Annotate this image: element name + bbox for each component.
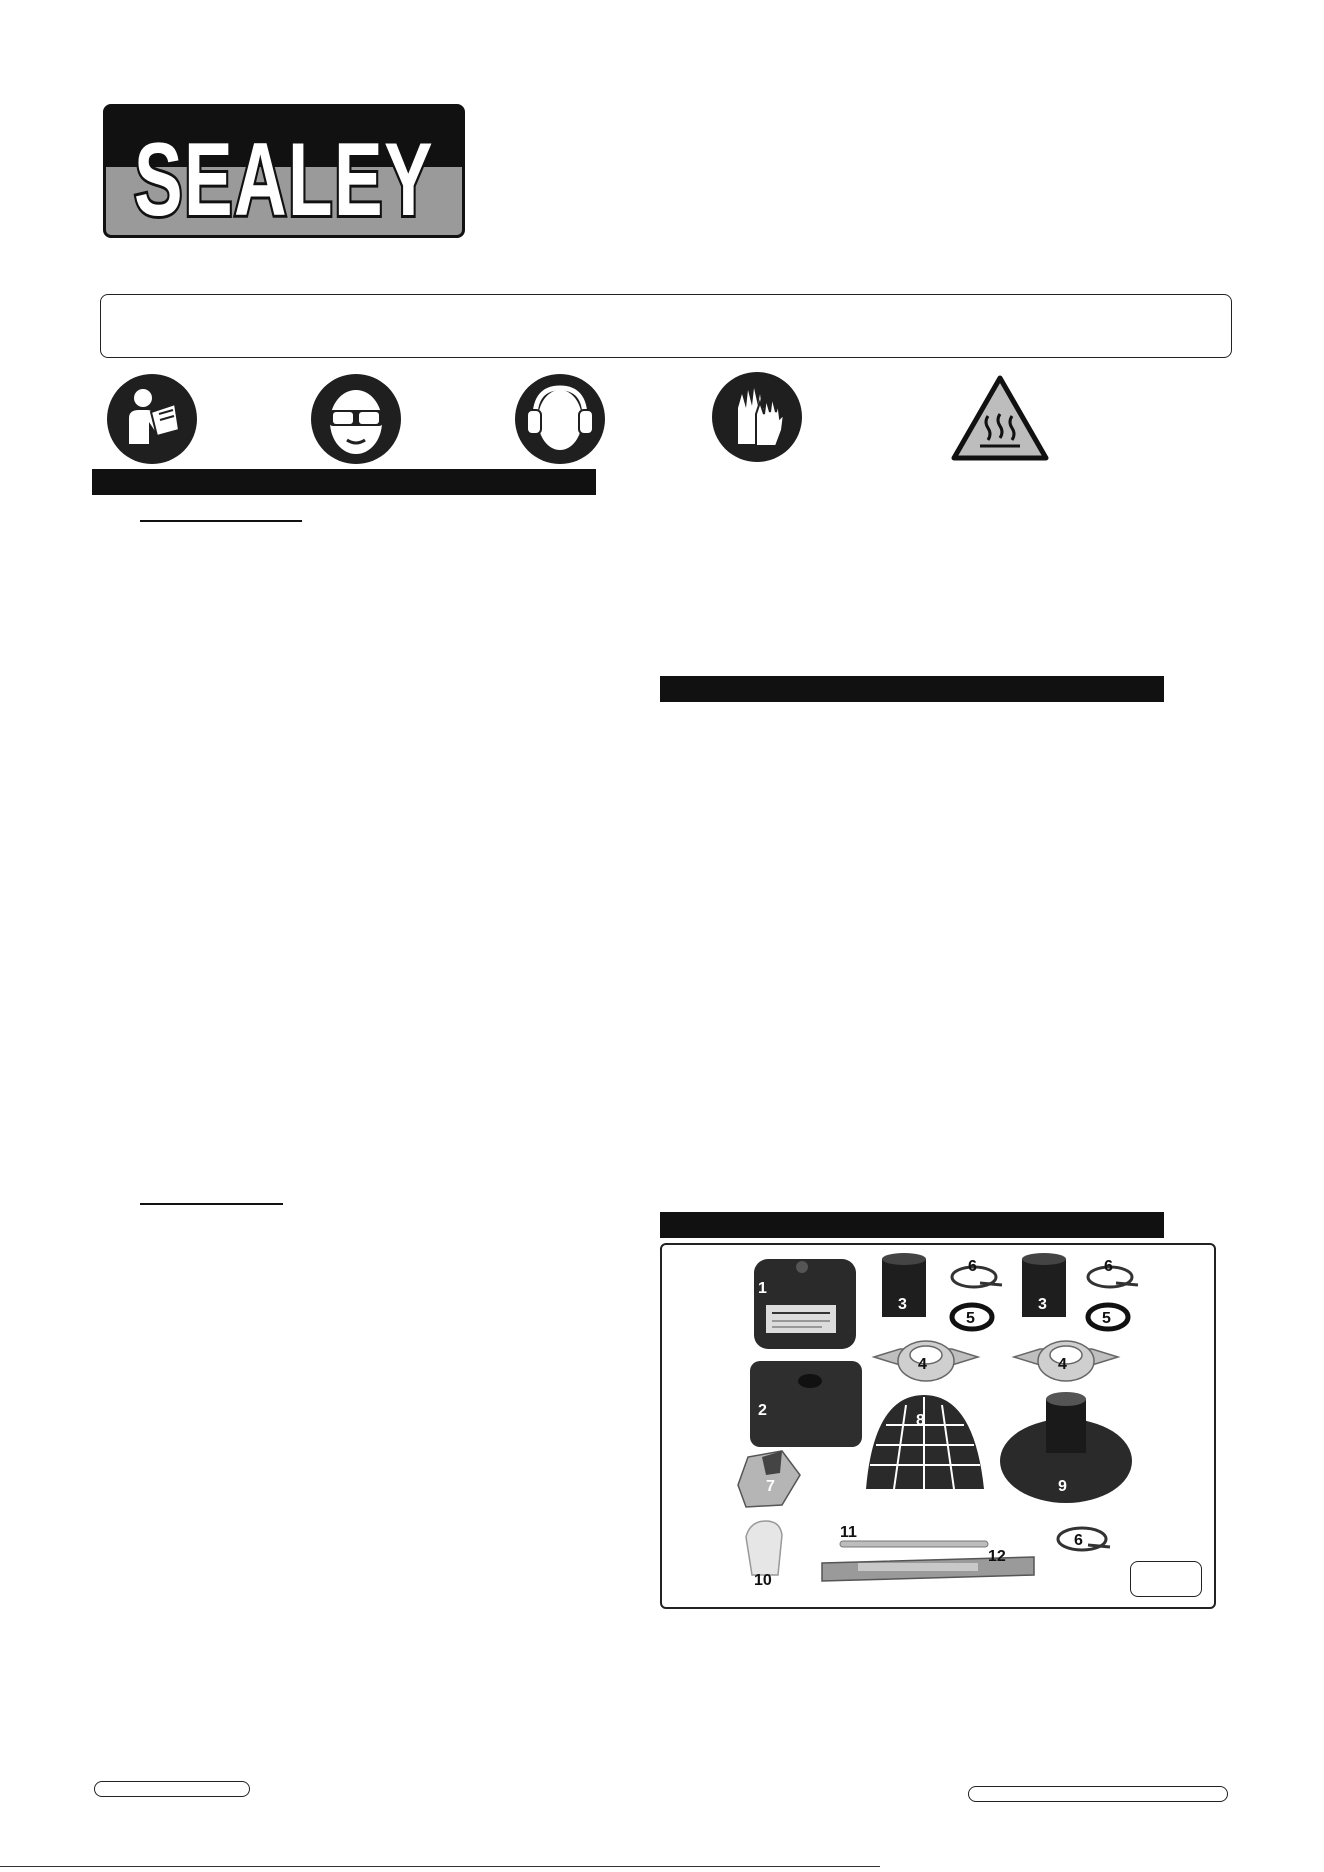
figure-label-6c: 6 — [1074, 1532, 1083, 1549]
figure-label-8: 8 — [916, 1412, 925, 1429]
components-illustration — [662, 1245, 1218, 1611]
figure-reference-box — [1130, 1561, 1202, 1597]
figure-label-3a: 3 — [898, 1296, 907, 1313]
gloves-icon — [712, 372, 802, 462]
figure-label-5a: 5 — [966, 1310, 975, 1327]
figure-label-1: 1 — [758, 1280, 767, 1297]
figure-label-6a: 6 — [968, 1258, 977, 1275]
components-figure — [660, 1243, 1216, 1609]
sealey-logo — [103, 104, 465, 238]
svg-text:SEALEY: SEALEY — [134, 122, 434, 238]
footer-right-box — [968, 1786, 1228, 1802]
figure-label-2: 2 — [758, 1402, 767, 1419]
part-6-clip-lower — [1058, 1528, 1110, 1550]
figure-label-6b: 6 — [1104, 1258, 1113, 1275]
section-header-bar-3 — [660, 1212, 1164, 1238]
footer-left-box — [94, 1781, 250, 1797]
sealey-logo-lettering — [106, 107, 462, 238]
subheading-underline-1 — [140, 520, 302, 522]
eye-protection-icon — [311, 374, 401, 464]
read-manual-icon — [107, 374, 197, 464]
hot-surface-warning-icon — [950, 374, 1050, 464]
footer-rule — [0, 1866, 880, 1867]
ear-protection-icon — [515, 374, 605, 464]
figure-label-7: 7 — [766, 1478, 775, 1495]
figure-label-5b: 5 — [1102, 1310, 1111, 1327]
part-10-bracket — [746, 1521, 782, 1575]
part-11-rod — [840, 1541, 988, 1547]
figure-label-3b: 3 — [1038, 1296, 1047, 1313]
figure-label-4b: 4 — [1058, 1356, 1067, 1373]
part-8-mesh-cone — [866, 1395, 984, 1489]
figure-label-10: 10 — [754, 1572, 772, 1589]
figure-label-11: 11 — [840, 1524, 857, 1541]
title-box — [100, 294, 1232, 358]
subheading-underline-2 — [140, 1203, 283, 1205]
figure-label-4a: 4 — [918, 1356, 927, 1373]
section-header-bar-1 — [92, 469, 596, 495]
figure-label-9: 9 — [1058, 1478, 1067, 1495]
part-6-clip-right — [1088, 1267, 1138, 1287]
part-1-fuel-tank — [754, 1259, 856, 1349]
part-6-clip-left — [952, 1267, 1002, 1287]
figure-label-12: 12 — [988, 1548, 1006, 1565]
section-header-bar-2 — [660, 676, 1164, 702]
